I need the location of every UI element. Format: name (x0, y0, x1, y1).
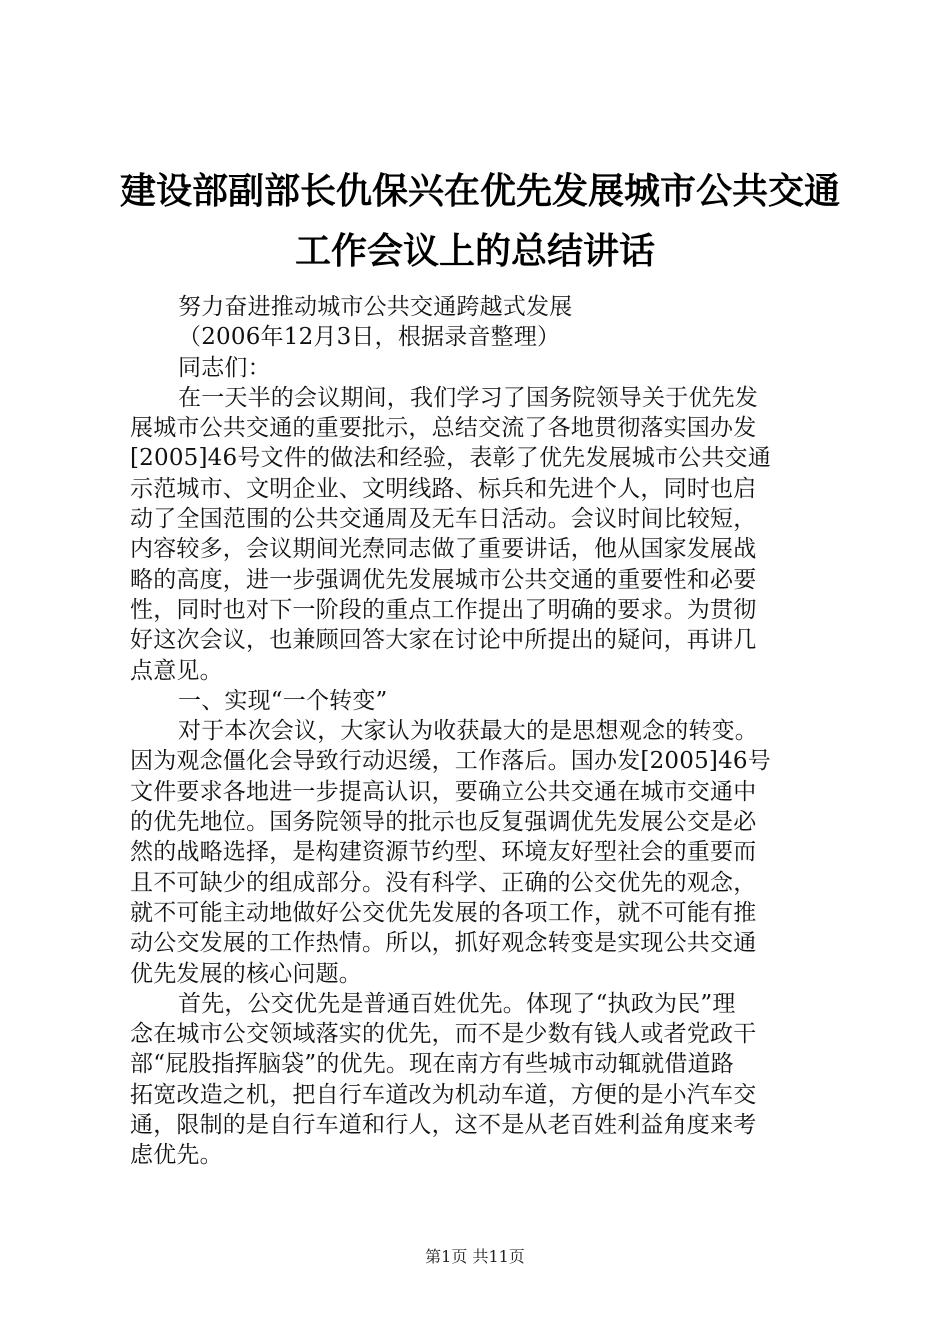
body-line: 首先，公交优先是普通百姓优先。体现了“执政为民”理 (178, 990, 736, 1017)
body-line: 优先发展的核心问题。 (130, 960, 362, 987)
body-line: 好这次会议，也兼顾回答大家在讨论中所提出的疑问，再讲几 (130, 627, 757, 654)
salutation-line: 同志们： (178, 354, 271, 381)
document-title-line-2: 工作会议上的总结讲话 (294, 231, 655, 272)
body-line: 在一天半的会议期间，我们学习了国务院领导关于优先发 (178, 384, 758, 411)
body-line: 文件要求各地进一步提高认识，要确立公共交通在城市交通中 (130, 778, 757, 805)
body-line: 部“屁股指挥脑袋”的优先。现在南方有些城市动辄就借道路 (130, 1051, 734, 1078)
body-line: 内容较多，会议期间光焘同志做了重要讲话，他从国家发展战 (130, 536, 757, 563)
body-line: 且不可缺少的组成部分。没有科学、正确的公交优先的观念， (130, 869, 757, 896)
body-line: 示范城市、文明企业、文明线路、标兵和先进个人，同时也启 (130, 475, 757, 502)
body-line: 拓宽改造之机，把自行车道改为机动车道，方便的是小汽车交 (130, 1081, 757, 1108)
document-title-line-1: 建设部副部长仇保兴在优先发展城市公共交通 (120, 171, 841, 212)
date-line: （2006年12月3日，根据录音整理） (178, 324, 561, 351)
body-line: 动公交发展的工作热情。所以，抓好观念转变是实现公共交通 (130, 930, 757, 957)
body-line: 性，同时也对下一阶段的重点工作提出了明确的要求。为贯彻 (130, 596, 757, 623)
body-line: 然的战略选择，是构建资源节约型、环境友好型社会的重要而 (130, 839, 757, 866)
body-line: 虑优先。 (130, 1142, 223, 1169)
body-line: [2005]46号文件的做法和经验，表彰了优先发展城市公共交通 (130, 445, 771, 472)
body-line: 就不可能主动地做好公交优先发展的各项工作，就不可能有推 (130, 899, 757, 926)
body-line: 通，限制的是自行车道和行人，这不是从老百姓利益角度来考 (130, 1112, 757, 1139)
body-line: 对于本次会议，大家认为收获最大的是思想观念的转变。 (178, 718, 758, 745)
body-line: 的优先地位。国务院领导的批示也反复强调优先发展公交是必 (130, 809, 757, 836)
body-line: 动了全国范围的公共交通周及无车日活动。会议时间比较短， (130, 506, 757, 533)
body-line: 展城市公共交通的重要批示，总结交流了各地贯彻落实国办发 (130, 415, 757, 442)
body-line: 因为观念僵化会导致行动迟缓，工作落后。国办发[2005]46号 (130, 748, 771, 775)
body-line: 略的高度，进一步强调优先发展城市公共交通的重要性和必要 (130, 566, 757, 593)
page-footer: 第1页 共11页 (425, 1247, 525, 1266)
body-line: 点意见。 (130, 657, 223, 684)
section-heading: 一、实现“一个转变” (178, 687, 388, 714)
body-line: 念在城市公交领域落实的优先，而不是少数有钱人或者党政干 (130, 1021, 757, 1048)
subtitle-line: 努力奋进推动城市公共交通跨越式发展 (178, 294, 573, 320)
document-body (130, 292, 830, 1171)
